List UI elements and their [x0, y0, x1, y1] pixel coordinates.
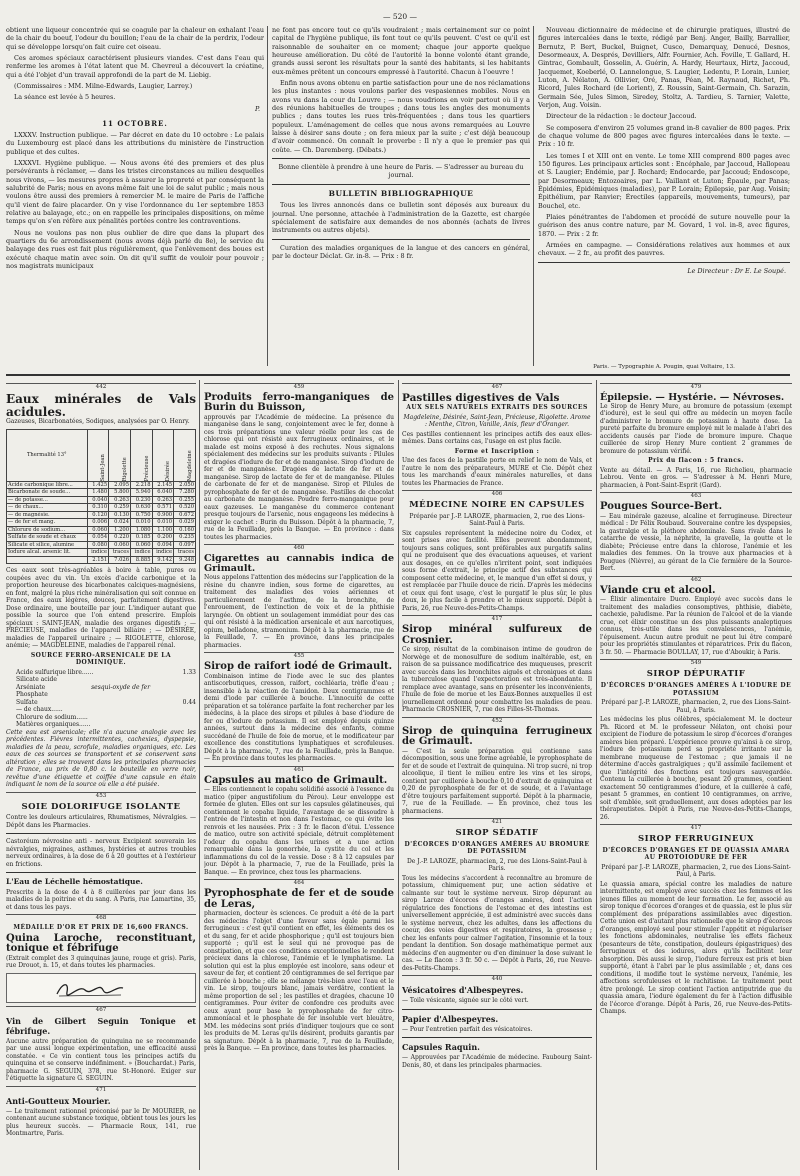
table-row	[7, 504, 196, 512]
analysis-table	[6, 429, 196, 565]
ad-title: MÉDECINE NOIRE EN CAPSULES	[409, 499, 585, 510]
ad-number: 453	[6, 792, 196, 800]
ad-number: 468	[6, 914, 196, 922]
ad-title: Sirop de quinquina ferrugineux de Grimault.	[402, 725, 592, 748]
ad-number: 462	[600, 576, 792, 584]
ad-text: — Élixir alimentaire Ducro. Employé avec succès dans le traitement des maladies consomptives, phthisie, diabète, cachexie, paludisme. Par la réunion de l'alcool et de la viande crue, cet élixir constitue un des plus puissants analeptiques connus, très-utile dans les convalescences, l'anémie, l'épuisement. Aucun autre produit ne peut lui être comparé pour les propriétés stimulantes et réparatrices. Prix du flacon, 3 fr. 50. — Pharmacie BOULLAY, 17, rue d'Aboukir, à Paris.	[600, 596, 792, 656]
table-cell: indice	[131, 549, 153, 557]
table-cell: 1.480	[87, 489, 109, 497]
source-row	[6, 669, 196, 677]
ad-title: SIROP SÉDATIF	[455, 828, 539, 839]
ad-subtitle: MÉDAILLE D'OR ET PRIX DE 16,600 FRANCS.	[13, 924, 189, 932]
ad-number: 461	[204, 766, 394, 774]
ad-number: 417	[402, 615, 592, 623]
ad-title: SIROP FERRUGINEUX	[638, 834, 754, 845]
ad-title: Sirop de raifort iodé de Grimault.	[204, 661, 393, 673]
table-header: Précieuse	[131, 429, 153, 481]
ad-number: 479	[600, 383, 792, 391]
table-row	[7, 481, 196, 489]
ad-text: Ces eaux sont très-agréables à boire à table, pures ou coupées avec du vin. Un excès d'acide carbonique et la proportion heureuse des bicarbonates calciques-magnésiens, en font, malgré la plus riche minéralisation qui soit connue en France, des eaux légères, douces, parfaitement digestives. Dose ordinaire, une bouteille par jour. L'indiquer autant que possible la source que l'on entend prescrire. Emplois spéciaux : SAINT-JEAN, maladie des organes digestifs ; — PRÉCIEUSE, maladies de l'appareil biliaire ; — DÉSIRÉE, maladies de l'appareil urinaire ; — RIGOLETTE, chlorose, anémie; — MAGDELEINE, maladies de l'appareil rénal.	[6, 567, 196, 650]
ad-text: Castoréum névrosine anti - nerveux Excipient souverain les névralgies, migraines, asthmes, hystéries et autres troubles nerveux ordinaires, à la dose de 6 à 20 gouttes et à l'extérieur en frictions.	[6, 838, 196, 868]
ad-text: Une des faces de la pastille porte en relief le nom de Vals, et l'autre le nom des préparateurs, MURE et Cie. Dépôt chez tous les marchands d'eaux minérales naturelles, et dans toutes les Pharmacies de France.	[402, 457, 592, 487]
ad-subtitle: AUX SELS NATURELS EXTRAITS DES SOURCES	[406, 404, 588, 411]
notice: Bonne clientèle à prendre à une heure de Paris. — S'adresser au bureau du journal.	[278, 162, 524, 180]
top-column-1	[6, 26, 264, 376]
ad-text: — Elles contiennent le copahu solidifié associé à l'essence du matico (piper angustifolium du Pérou). Leur enveloppe est formée de gluten. Elles ont sur les capsules gélatineuses, qui contiennent le copahu liquide, l'avantage de se dissoudre à l'entrée de l'intestin et non dans l'estomac, ce qui évite les renvois et les nausées. Prix : 3 fr. le flacon d'étui. L'essence de matico, outre son activité spéciale, détruit complètement l'odeur du copahu dans les urines et a une action remarquable dans la gonorrhée, la cystite du col et les inflammations du col de la vessie. Dose : 8 à 12 capsules par jour. Dépôt à la pharmacie, 7, rue de la Feuillade, près la Banque. — En province, chez tous les pharmaciens.	[204, 786, 394, 876]
table-cell: 2.050	[174, 481, 196, 489]
divider	[538, 262, 790, 263]
ad-number: 442	[6, 383, 196, 391]
ad-title: Pougues Source-Bert.	[600, 501, 723, 513]
ad-subtitle: D'ÉCORCES D'ORANGES AMÈRES AU BROMURE DE POTASSIUM	[404, 840, 590, 856]
signature: P.	[254, 104, 260, 113]
ad-number: 455	[204, 652, 394, 660]
ad-text: Cette eau est arsenicale; elle n'a aucune analogie avec les précédentes. Fièvres intermittentes, cachexies, dyspepsie, maladies de la peau, scrofule, maladies organiques, etc. Les eaux de ces sources se transportent et se conservent sans altération ; elles se trouvent dans les principales pharmacies de France, au prix de 0,80 c. la bouteille en verre noir, revêtue d'une étiquette et coiffée d'une capsule en étain indiquant le nom de la source où elle a été puisée.	[6, 728, 196, 789]
ad-title: Cigarettes au cannabis indica de Grimault.	[204, 553, 394, 575]
source-label: Acide sulfurique libre......	[16, 668, 94, 676]
divider	[272, 239, 530, 240]
date-heading: 11 OCTOBRE.	[102, 118, 168, 128]
ad-text: Les médecins les plus célèbres, spécialement M. le docteur Ph. Ricord et M. le professeur Nélaton, ont choisi pour excipient de l'iodure de potassium le sirop d'écorces d'oranges amères bien préparé. L'expérience prouve qu'ainsi à ce sirop, l'iodure de potassium perd sa propriété irritante sur la membrane muqueuse de l'estomac ; que jamais il ne détermine d'accès gastralgiques ; qu'il assimile facilement et que l'intégrité des fonctions est toujours sauvegardée. Contenu la cuillerée à bouche, pesant 20 grammes, contient exactement 50 centigrammes d'iodure, et la cuillerée à café, pesant 5 grammes, en contient 10 centigrammes, on arrive, soit d'emblée, soit graduellement, aux doses adoptées par les thérapeutistes. Dépôt à Paris, rue Neuve-des-Petits-Champs, 26.	[600, 716, 792, 821]
table-cell: 2.095	[109, 481, 131, 489]
table-cell: indice	[87, 549, 109, 557]
ad-title: Capsules Raquin.	[402, 1042, 480, 1053]
paragraph: Armées en campagne. — Considérations relatives aux hommes et aux chevaux. — 2 fr., au profit des pauvres.	[538, 240, 790, 258]
ad-title: Pyrophosphate de fer et de soude de Leras,	[204, 888, 394, 910]
table-header: Désirée	[152, 429, 174, 481]
table-cell-label: — de fer et mang.	[7, 519, 88, 527]
page-number: — 520 —	[382, 12, 418, 21]
paragraph: Se composera d'environ 25 volumes grand in-8 cavalier de 800 pages. Prix de chaque volume de 800 pages avec figures intercalées dans le texte. — Prix : 10 fr.	[538, 123, 790, 149]
source-label: Sulfate	[16, 698, 38, 706]
table-cell: 0.054	[87, 534, 109, 542]
table-cell: 1.200	[109, 526, 131, 534]
table-cell: 0.520	[174, 504, 196, 512]
ads-column-2	[204, 380, 394, 1170]
ad-text: Contre les douleurs articulaires, Rhumatismes, Névralgies. — Dépôt dans les Pharmacies.	[6, 814, 196, 829]
table-cell-total: 7.026	[109, 556, 131, 564]
ad-title: Épilepsie. — Hystérie. — Névroses.	[600, 391, 785, 403]
table-cell: 5.800	[109, 489, 131, 497]
source-row	[6, 706, 196, 714]
ad-text: Aucune autre préparation de quinquina ne se recommande par une aussi longue expérimentation, une efficacité aussi constatée. « Ce vin contient tous les principes actifs du quinquina et se conserve indéfiniment. » (Bouchardat.) Paris, pharmacie G. SEGUIN, 378, rue St-Honoré. Exiger sur l'étiquette la signature G. SEGUIN.	[6, 1037, 196, 1083]
table-cell-total: 8.885	[131, 556, 153, 564]
ad-number: 471	[6, 1086, 196, 1094]
ad-text: — Le traitement rationnel préconisé par le Dr MOURIER, ne contenant aucune substance toxique, obtient tous les jours les plus heureux succès. — Pharmacie Roux, 141, rue Montmartre, Paris.	[6, 1107, 196, 1138]
ad-text: (Extrait complet des 3 quinquinas jaune, rouge et gris). Paris, rue Drouot, n. 15, et dans toutes les pharmacies.	[6, 954, 196, 970]
ad-title: L'Eau de Léchelle hémostatique.	[6, 877, 143, 887]
source-value: 0.44	[182, 698, 196, 706]
table-header: Rigolette	[109, 429, 131, 481]
table-cell-total: 9.248	[174, 556, 196, 564]
ad-subtitle: De J.-P. LAROZE, pharmacien, 2, rue des Lions-Saint-Paul à Paris.	[406, 857, 588, 873]
source-value: 1.33	[182, 668, 196, 676]
ads-column-3	[402, 380, 592, 1170]
source-label: Matières organiques......	[16, 721, 91, 729]
ad-title: Vin de Gilbert Seguin Tonique et fébrifuge.	[6, 1015, 196, 1036]
source-row	[6, 684, 196, 692]
column-divider	[199, 380, 200, 1170]
table-cell: 0.094	[152, 541, 174, 549]
table-cell: 6.040	[152, 489, 174, 497]
ad-subtitle: Gazeuses, Bicarbonatées, Sodiques, analysées par O. Henry.	[6, 418, 190, 426]
ad-text: Tous les médecins s'accordent à reconnaître au bromure de potassium, chimiquement pur, une action sédative et calmante sur tout le système nerveux. Sirop dépurant au sirop Laroze d'écorces d'oranges amères, dont l'action régulatrice des fonctions de l'estomac et des intestins est universellement appréciée, il est administré avec succès dans le système nerveux, chez les adultes, dans les affections du coeur, des voies digestives et respiratoires, la grossesse ; chez les enfants pour calmer l'agitation, l'insomnie et la toux pendant la dentition. Son dosage mathématique permet aux médecins d'en augmenter ou d'en diminuer la dose suivant le cas. — Le flacon : 3 fr. 50 c. — Dépôt à Paris, 26, rue Neuve-des-Petits-Champs.	[402, 874, 592, 972]
table-cell-label: Bicarbonate de soude...	[7, 489, 88, 497]
ad-text: Combinaison intime de l'iode avec le suc des plantes antiscorbutiques, cresson, raifort, cochléaria, trèfle d'eau ; insensible à la réaction de l'amidon. Deux centigrammes et demi d'iode par cuillerée à bouche. L'innocuité de cette préparation et sa tolérance parfaite la font rechercher par les médecins, à la place des sirops et pilules à base d'iodure de fer ou d'iodure de potassium. Il est employé depuis quinze années, surtout dans la médecine des enfants, comme succédané de l'huile de foie de morue, et le modificateur par excellence des constitutions lymphatiques et scrofuleuses. Dépôt à la pharmacie, 7, rue de la Feuillade, près la Banque. — En province dans toutes les pharmacies.	[204, 672, 394, 763]
ad-title: Quina Laroche, reconstituant, tonique et fébrifuge	[6, 932, 196, 955]
ad-number: 463	[600, 492, 792, 500]
column-divider	[533, 26, 534, 366]
table-cell: 0.060	[87, 526, 109, 534]
table-cell: 0.310	[87, 504, 109, 512]
paragraph: ne font pas encore tout ce qu'ils voudraient ; mais certainement sur ce point capital de l'hygiène publique, ils font tout ce qu'ils peuvent. C'est ce qu'il est raisonnable de souhaiter en ce moment; chaque jour apporte quelque heureuse amélioration. Du côté de l'autorité la bonne volonté étant grande, grands aussi seront les résultats pour la santé des habitants, si les habitants eux-mêmes prêtent un concours empressé à l'autorité. Chacun à l'oeuvre !	[272, 26, 530, 76]
ad-subtitle: D'ÉCORCES D'ORANGES AMÈRES À L'IODURE DE POTASSIUM	[600, 682, 792, 697]
ad-number: 464	[204, 879, 394, 887]
source-label: Arséniate	[16, 683, 46, 691]
ad-title: Vésicatoires d'Albespeyres.	[402, 985, 524, 996]
ad-subtitle: D'ÉCORCES D'ORANGES ET DE QUASSIA AMARA AU PROTOIODURE DE FER	[602, 846, 790, 862]
table-cell: 0.060	[131, 541, 153, 549]
table-cell: 0.010	[131, 519, 153, 527]
table-cell-label: — de potasse...	[7, 496, 88, 504]
ad-subtitle: Préparé par J.-P. LAROZE, pharmacien, 2, rue des Lions-Saint-Paul, à Paris.	[601, 699, 791, 714]
ad-text: — Eau minérale gazeuse, alcaline et ferrugineuse. Directeur médical : Dr Félix Roubaud. Souveraine contre les dyspepsies, la gastralgie et la pléthore abdominale. Sans rivale dans le catarrhe de vessie, la néphrite, la gravelle, la goutte et le diabète; Précieuse entre dans la chlorose, l'anémie et les maladies des femmes. On la trouve aux pharmacies et à Pougues (Nièvre), au gérant de la Cie fermière de la Source-Bert.	[600, 512, 792, 573]
table-cell-label: — de chaux...	[7, 504, 88, 512]
ad-number: 421	[402, 818, 592, 826]
ad-text: — Pour l'entretien parfait des vésicatoires.	[402, 1025, 533, 1033]
table-cell: 0.080	[87, 541, 109, 549]
signature-icon	[55, 980, 125, 998]
table-cell: 1.425	[87, 481, 109, 489]
ad-text: Magdeleine, Désirée, Saint-Jean, Précieuse, Rigolette. Arome : Menthe, Citron, Vanille, Anis, fleur d'Oranger.	[403, 413, 591, 428]
column-divider	[596, 380, 597, 1170]
table-cell-label	[7, 556, 88, 564]
table-cell-label: Chlorure de sodium...	[7, 526, 88, 534]
table-cell: 0.060	[109, 541, 131, 549]
ad-text: Le Sirop de Henry Mure, au bromure de potassium (exempt d'iodure), est le seul qui offre au médecin un moyen facile d'administrer le bromure de potassium à haute dose. La pureté parfaite du bromure employé mit le malade à l'abri des accidents causés par l'iode de bromure impure. Chaque cuillerée de sirop Henry Mure contient 2 grammes de bromure de potassium vérifié.	[600, 402, 792, 455]
table-cell: 0.263	[152, 496, 174, 504]
table-cell: 2.218	[131, 481, 153, 489]
ad-text: pharmacien, docteur ès sciences. Ce produit a été de la part des médecins l'objet d'une faveur sans égale parmi les ferrugineux : c'est qu'il contient en effet, les éléments des os et du sang, fer et acide phosphorique ; qu'il est toujours bien supporté ; qu'il est le seul qui ne provoque pas de constipation, et que ces conditions exceptionnelles le rendent précieux dans la chlorose, l'anémie et le lymphatisme. La solution qui est la plus employée est incolore, sans odeur et saveur de fer, et contient 20 centigrammes de sel ferrique par cuillerée à bouche ; elle se mélange très-bien avec l'eau et le vin. Le sirop, toujours blanc, jamais verdâtre, contient la même proportion de sel ; les pastilles et dragées, chacune 10 centigrammes. Pour éviter de confondre ces produits avec ceux ayant pour base le pyrophosphate de fer citro-ammoniacal et le phosphate de fer insoluble vert bleuâtre, MM. les médecins sont priés d'indiquer toujours que ce sont les produits de M. Leras qu'ils désirent, produits garantis par sa signature. Dépôt à la pharmacie, 7, rue de la Feuillade, près la Banque. — En province, dans toutes les pharmacies.	[204, 910, 394, 1053]
source-bracket: sesqui-oxyde de fer	[91, 683, 151, 691]
table-row	[7, 541, 196, 549]
ad-title: Pastilles digestives de Vals	[402, 391, 560, 404]
source-label: Silicate acide	[16, 676, 57, 684]
table-header: Saint-Jean	[87, 429, 109, 481]
paragraph: (Commissaires : MM. Milne-Edwards, Laugier, Larrey.)	[14, 81, 193, 90]
ad-text: Nous appelons l'attention des médecins sur l'application de la résine du chanvre indien, sous forme de cigarettes, au traitement des maladies des voies aériennes et particulièrement de l'asthme, de la bronchite, de l'enrouement, de l'extinction de voix et de la phthisie laryngée. On obtient un soulagement immédiat pour des cas qui ont résisté à la médication arsenicale et aux narcotiques, opium, belladone, stramonium. Dépôt à la pharmacie, rue de la Feuillade, 7. — En province, dans les principales pharmacies.	[204, 574, 394, 649]
source-row	[6, 676, 196, 684]
table-cell-total: 2.151	[87, 556, 109, 564]
table-cell: 0.200	[152, 534, 174, 542]
table-cell: 0.255	[174, 496, 196, 504]
table-cell: 5.940	[131, 489, 153, 497]
ads-column-1	[6, 380, 196, 1170]
table-cell: 0.230	[131, 496, 153, 504]
ad-title: Viande cru et alcool.	[600, 584, 716, 596]
paragraph: La séance est levée à 5 heures.	[14, 93, 116, 102]
column-divider	[267, 26, 268, 366]
top-column-2	[272, 26, 530, 376]
top-column-3	[538, 26, 790, 376]
table-cell: 0.235	[174, 534, 196, 542]
ad-title: Capsules au matico de Grimault.	[204, 774, 388, 786]
ad-subtitle: Préparé par J.-P. LAROZE, pharmacien, 2, rue des Lions-Saint-Paul, à Paris.	[601, 863, 791, 879]
ad-text: Ces pastilles contiennent les principes actifs des eaux elles-mêmes. Dans certains cas, l'usage en est plus facile.	[402, 430, 592, 445]
ad-text: Prescrite à la dose de 4 à 8 cuillerées par jour dans les maladies de la poitrine et du sang. A Paris, rue Lamartine, 35, et dans tous les pays.	[6, 888, 196, 911]
source-row	[6, 714, 196, 722]
table-cell: 0.630	[131, 504, 153, 512]
ads-column-4	[600, 380, 792, 1170]
divider	[6, 872, 196, 873]
ad-text: — C'est la seule préparation qui contienne sans décomposition, sous une forme agréable, le pyrophosphate de fer et de soude et l'extrait de quinquina. Ni trop sucré, ni trop alcoolique, il tient le milieu entre les vins et les sirops, contient par cuillerée à bouche 0,10 d'extrait de quinquina et 0,20 de pyrophosphate de fer et de soude, et a l'avantage d'être toujours parfaitement supporté. Dépôt à la pharmacie, 7, rue de la Feuillade. — En province, chez tous les pharmaciens.	[402, 747, 592, 815]
divider	[402, 1037, 592, 1038]
ad-text: Six capsules représentent la médecine noire du Codex, et sont prises avec facilité. Elles peuvent abondamment, toujours sans coliques, sont préférables aux purgatifs salins qui ne produisent que des évacuations aqueuses, et varient aux dosages, en ce qu'elles n'irritent point, sont indiquées sous forme d'extrait, le principe actif des substances qui composent cette médecine, et, le manque d'un effet si doux, y est remplacée par l'huile douce de ricin. D'après les médecins et ceux qui font usage, c'est le purgatif le plus sûr, le plus doux, le plus facile à prendre et le mieux supporté. Dépôt à Paris, 26, rue Neuve-des-Petits-Champs.	[402, 529, 592, 612]
table-cell: 0.040	[87, 496, 109, 504]
ad-subtitle: Forme et Inscription :	[454, 447, 540, 455]
paragraph: LXXXVI. Hygiène publique. — Nous avons été des premiers et des plus persévérants à réclamer, — dans les tristes circonstances au milieu desquelles nous vivons, — les mesures propres à assurer la propreté et par conséquent la salubrité de Paris; nous en avons même fait une loi de salut public ; mais nous voulons être aussi des premiers à remercier M. le maire de Paris de l'affiche qu'il vient de faire placarder. On y vise l'ordonnance du 1er septembre 1853 relative au balayage, etc.; on en rappelle les principales dispositions, on même temps qu'on s'en réfère aux pénalités portées contre les contraventions.	[6, 159, 264, 226]
divider	[272, 184, 530, 185]
section-rule	[6, 374, 790, 376]
table-row-total	[7, 556, 196, 564]
paragraph: Plaies pénétrantes de l'abdomen et procédé de suture nouvelle pour la guérison des anus contre nature, par M. Govard, 1 vol. in-8, avec figures, 1870. — Prix : 2 fr.	[538, 212, 790, 238]
biblio-heading: BULLETIN BIBLIOGRAPHIQUE	[328, 188, 474, 198]
paragraph: Les tomes I et XIII ont en vente. Le tome XIII comprend 800 pages avec 150 figures. Les principaux articles sont : Encéphale, par Jaccoud, Hallopeau et S. Laugier; Endémie, par J. Rochard; Endocarde, par Jaccoud; Endoscope, par Desormeaux; Entozoaires, par L. Vaillant et Luton; Épaule, par Panas; Épidémies, Épidémiques (maladies), par P. Lorain; Épilepsie, par Aug. Voisin; Épithélium, par Ranvier; Érectiles (appareils, mouvements, tumeurs), par Bouchel, etc.	[538, 151, 790, 210]
paragraph: LXXXV. Instruction publique. — Par décret en date du 10 octobre : Le palais du Luxembourg est placé dans les attributions du ministère de l'instruction publique et des cultes.	[6, 131, 264, 156]
ad-number: 467	[402, 383, 592, 391]
table-cell: 7.280	[174, 489, 196, 497]
ad-text: Vente au détail. — A Paris, 16, rue Richelieu, pharmacie Lebrou. Vente en gros. — S'adresser à M. Henri Mure, pharmacien, à Pont-Saint-Esprit (Gard).	[600, 466, 792, 489]
table-cell-label: Iodure alcal. arsenic lit.	[7, 549, 88, 557]
ad-title: SIROP DÉPURATIF	[646, 669, 746, 680]
ad-number: 406	[402, 490, 592, 498]
ad-text: — Toile vésicante, signée sur le côté vert.	[402, 997, 529, 1005]
source-row	[6, 721, 196, 729]
ad-title: Papier d'Albespeyres.	[402, 1013, 499, 1024]
source-label: Chlorure de sodium......	[16, 713, 88, 721]
table-cell: 0.220	[109, 534, 131, 542]
table-row	[7, 549, 196, 557]
table-cell: indice	[152, 549, 174, 557]
table-cell-total: 9.142	[152, 556, 174, 564]
ad-number: 452	[402, 717, 592, 725]
source-row	[6, 691, 196, 699]
table-cell: 0.130	[109, 511, 131, 519]
table-cell: 0.900	[152, 511, 174, 519]
table-header: Magdeleine	[174, 429, 196, 481]
ad-text: Ce sirop, résultat de la combinaison intime de goudron de Norwège et de monosulfure de sodium inaltérable, est, en raison de sa puissance modificatrice des muqueuses, prescrit avec succès dans les bronchites aiguës et chroniques et dans la tuberculose quand l'expectoration est très-abondante. Il remplace avec avantage, sans en présenter les inconvénients, l'huile de foie de morue et les Eaux-Bonnes auxquelles il est journellement ordonné pour combattre les maladies de peau. Pharmacie CROSNIER, 7, rue des Filles-St-Thomas.	[402, 646, 592, 714]
paragraph: Nous ne voulons pas non plus oublier de dire que dans la plupart des quartiers du 6e arrondissement (nous avons déjà parlé du 8e), le service du balayage des rues est fait plus régulièrement, que l'enlèvement des boues est exécuté chaque matin avec soin. On dit qu'il suffit de vouloir pour pouvoir ; nos magistrats municipaux	[6, 228, 264, 270]
table-cell: 0.006	[87, 519, 109, 527]
imprimeur: Paris. — Typographie A. Pougin, quai Voltaire, 13.	[593, 364, 735, 370]
table-row	[7, 489, 196, 497]
ad-title: SOIE DOLORIFUGE ISOLANTE	[21, 801, 181, 812]
table-row	[7, 534, 196, 542]
table-cell-label: Acide carbonique libre...	[7, 481, 88, 489]
source-label: — de chaux......	[16, 706, 63, 714]
table-cell: 0.750	[131, 511, 153, 519]
ad-title: Sirop minéral sulfureux de Crosnier.	[402, 624, 592, 646]
ad-subtitle: Préparée par J.-P. LAROZE, pharmacien, 2, rue des Lions-Saint-Paul à Paris.	[409, 512, 585, 528]
gerant: Le Directeur : Dr E. Le Soupé.	[687, 266, 786, 275]
divider	[402, 1009, 592, 1010]
table-row	[7, 496, 196, 504]
ad-number: 467	[6, 1006, 196, 1014]
source-label: Phosphate	[16, 691, 48, 699]
table-row	[7, 526, 196, 534]
ad-price: Prix du flacon : 5 francs.	[648, 457, 744, 465]
table-cell: 1.080	[131, 526, 153, 534]
paragraph: Nouveau dictionnaire de médecine et de chirurgie pratiques, illustré de figures intercalées dans le texte, rédigé par Benj. Anger, Bailly, Barrallier, Bernutz, P. Bert, Buckel, Buignet, Cusco, Demarquay, Denucé, Desnos, Desormeaux, A. Després, Devilliers, Alfr. Fournier, Ach. Foville, T. Gallard, H. Gintrac, Gombault, Gosselin, A. Guérin, A. Hardy, Heurtaux, Hirtz, Jaccoud, Jacquemet, Koeberlé, O. Lannelongue, S. Laugier, Ledentu, P. Lorain, Lunier, Luton, A. Nélaton, A. Ollivier, Oré, Panas, Péan, M. Raynaud, Richet, Ph. Ricord, Jules Rochard (de Lorient), Z. Roussin, Saint-Germain, Ch. Sarazin, Germain Sée, Jules Simon, Siredey, Stoltz, A. Tardieu, S. Tarnier, Valette, Verjon, Aug. Voisin.	[538, 26, 790, 109]
paragraph: Curation des maladies organiques de la langue et des cancers en général, par le docteur Déclat. Gr. in-8. — Prix : 8 fr.	[272, 243, 530, 260]
table-cell: 0.263	[109, 496, 131, 504]
table-cell: 0.672	[174, 511, 196, 519]
table-row	[7, 511, 196, 519]
table-cell: 0.259	[109, 504, 131, 512]
paragraph: Directeur de la rédaction : le docteur Jaccoud.	[546, 112, 697, 121]
table-cell: traces	[109, 549, 131, 557]
paragraph: obtient une liqueur concentrée qui se coagule par la chaleur en exhalant l'eau de la chair du boeuf, l'odeur du bouillon; l'eau de la chair de la perdrix, l'odeur qui se développe lorsqu'on fait cuire cet oiseau.	[6, 26, 264, 51]
source-row	[6, 699, 196, 707]
table-cell: 0.120	[87, 511, 109, 519]
ad-title: Produits ferro-manganiques de Burin du Buisson,	[204, 391, 394, 414]
ad-title: Eaux minérales de Vals acidules.	[6, 391, 196, 419]
ad-number: 460	[204, 544, 394, 552]
ad-title: Anti-Goutteux Mourier.	[6, 1095, 111, 1106]
table-cell: 0.097	[174, 541, 196, 549]
table-cell: 0.185	[131, 534, 153, 542]
table-cell: 0.010	[152, 519, 174, 527]
laroche-signature-logo	[6, 973, 196, 1003]
ad-number: 549	[600, 659, 792, 667]
table-cell: 0.571	[152, 504, 174, 512]
ad-subtitle: SOURCE FERRO-ARSENICALE DE LA DOMINIQUE.	[30, 651, 172, 667]
paragraph: Tous les livres annoncés dans ce bulletin sont déposés aux bureaux du journal. Une personne, attachée à l'administration de la Gazette, est chargée spécialement de satisfaire aux demandes de nos abonnés (achats de livres instruments ou autres objets).	[272, 201, 530, 235]
ad-text: approuvés par l'Académie de médecine. La présence du manganèse dans le sang, conjointement avec le fer, donne à ces trois préparations une valeur réelle pour les cas de chlorose qui ont résisté aux ferrugineux ordinaires, et le malade est moins exposé à des rechutes. Nous signalons spécialement des médecins sur les produits suivants : Pilules et dragées d'iodure de fer et de manganèse. Sirop d'iodure de fer et de manganèse. Dragées de lactate de fer et de manganèse. Sirop de lactate de fer et de manganèse. Pilules de carbonate de fer et de manganèse. Sirop et Pilules de pyrophosphate de fer et de manganèse. Pastilles de chocolat au carbonate de manganèse. Poudre ferro-manganique pour eaux gazeuses. Le manganèse du commerce contenant presque toujours de l'arsenic, nous engageons les médecins à exiger le cachet : Burin du Buisson. Dépôt à la pharmacie, 7, rue de la Feuillade, près la Banque. — En province : dans toutes les pharmacies.	[204, 413, 394, 541]
ad-text: — Approuvées par l'Académie de médecine. Faubourg Saint-Denis, 80, et dans les principales pharmacies.	[402, 1054, 592, 1069]
table-cell: 1.100	[152, 526, 174, 534]
table-cell: 2.145	[152, 481, 174, 489]
table-cell: 0.024	[109, 519, 131, 527]
column-divider	[398, 380, 399, 1170]
paragraph: Enfin nous avons obtenu en partie satisfaction pour une de nos réclamations les plus instantes : nous voulons parler des vespasiennes mobiles. Nous en avons vu dans la cour du Louvre ; — nous voudrions en voir partout où il y a des réunions habituelles de troupes ; dans tous les angles des monuments publics ; dans toutes les rues très-fréquentées ; dans tous les quartiers populeux. L'aménagement de celles que nous avons remarquées au Louvre laisse à désirer sans doute ; on fera mieux par la suite ; c'est déjà beaucoup d'avoir commencé. On connaît le proverbe : Il n'y a que le premier pas qui coûte. — Ch. Daremberg. (Débats.)	[272, 78, 530, 154]
ad-number: 417	[600, 824, 792, 832]
table-header: Thermalité 13°	[7, 429, 88, 481]
source-list	[6, 669, 196, 729]
table-cell-label: Sulfate de soude et chaux	[7, 534, 88, 542]
divider	[6, 833, 196, 834]
paragraph: Ces aromes spéciaux caractérisent plusieurs viandes. C'est dans l'eau qui renferme les aromes à l'état latent que M. Chevreul a découvert la créatine, qui a été l'objet d'un travail approfondi de la part de M. Liebig.	[6, 53, 264, 79]
ad-number: 440	[402, 975, 592, 983]
table-cell: 0.029	[174, 519, 196, 527]
table-cell: traces	[174, 549, 196, 557]
table-row	[7, 519, 196, 527]
table-cell-label: Silicate et silice, alumine	[7, 541, 88, 549]
ad-number: 459	[204, 383, 394, 391]
table-cell: 0.160	[174, 526, 196, 534]
ad-text: Le quassia amara, spécial contre les maladies de nature intermittente, est employé avec succès chez les femmes et les jeunes filles au moment de leur formation. Le fer, associé au sirop tonique d'écorces d'oranges et de quassia, est le plus sûr complément des préparations assimilables avec digestion. Cette union est d'autant plus rationnelle que le sirop d'écorces d'oranges, employé seul pour stimuler l'appétit et régulariser les fonctions abdominales, neutralise les effets fâcheux (pesanteurs de tête, constipation, douleurs épigastriques) des ferrugineux et des iodures, alors qu'ils facilitent leur absorption. Dès aussi le sirop, l'iodure ferreux est pris et bien supporté, étant à l'abri par le plus assimilable ; et, dans ces conditions, il modifie tout le système nerveux, l'anémie, les affections scrofuleuses et le rachitisme. Le traitement peut être prolongé. Le sirop contient l'action antiputride que du quassia amara, l'iodure également du fer à l'action diffusible de l'écorce d'orange. Dépôt à Paris, 26, rue Neuve-des-Petits-Champs.	[600, 880, 792, 1016]
table-cell-label: — de magnésie.	[7, 511, 88, 519]
divider	[272, 158, 530, 159]
